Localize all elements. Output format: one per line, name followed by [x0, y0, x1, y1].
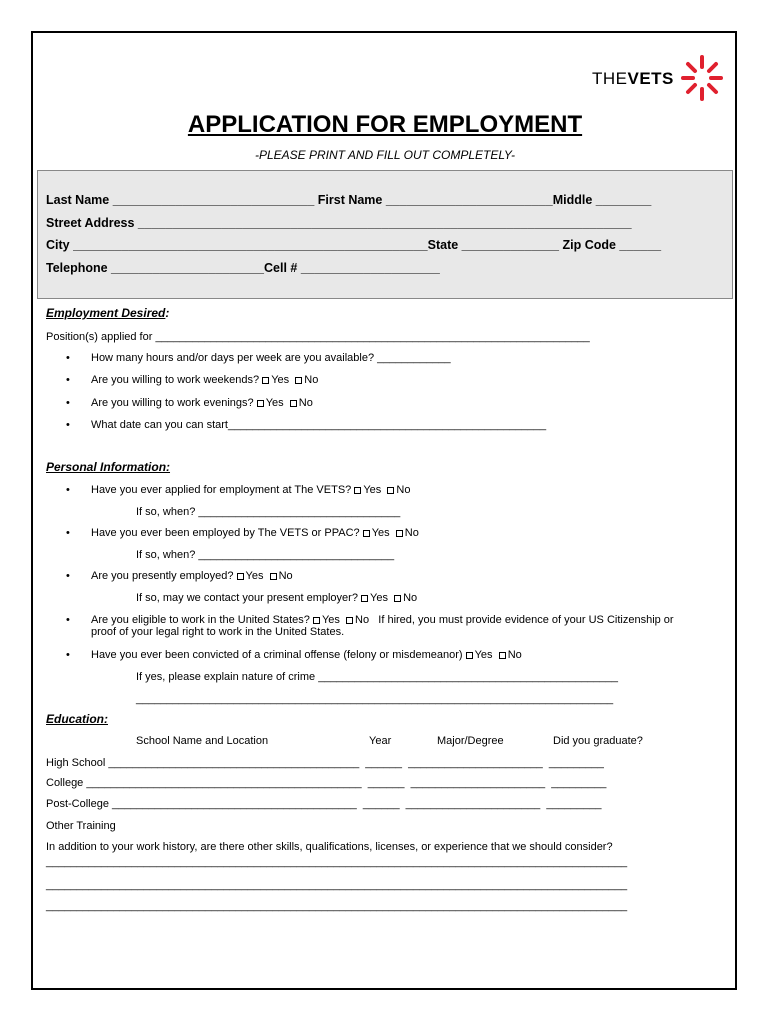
- checkbox-icon[interactable]: [237, 573, 244, 580]
- name-line[interactable]: Last Name _____________________________ First Name ________________________Middle ________: [46, 193, 652, 207]
- convicted-question: [91, 649, 522, 661]
- column-major: Major/Degree: [437, 735, 504, 747]
- page-title: [0, 111, 770, 139]
- bullet-icon: •: [66, 649, 70, 661]
- the-vets-logo: [592, 53, 727, 103]
- no-label: No: [403, 592, 418, 604]
- yes-label: Yes: [370, 592, 388, 604]
- yes-label: Yes: [271, 374, 290, 386]
- column-graduated: Did you graduate?: [553, 735, 643, 747]
- education-heading: [46, 712, 108, 726]
- checkbox-icon[interactable]: [394, 595, 401, 602]
- bullet-icon: •: [66, 352, 70, 364]
- title-text: APPLICATION FOR EMPLOYMENT: [187, 111, 583, 138]
- checkbox-icon[interactable]: [262, 377, 269, 384]
- education-heading-text: Education:: [46, 712, 108, 726]
- checkbox-icon[interactable]: [346, 617, 353, 624]
- street-address-line[interactable]: Street Address _______________________________________________________________________: [46, 216, 632, 230]
- skills-question: In addition to your work history, are there other skills, qualifications, licenses, or experience that we should consider?: [46, 841, 613, 853]
- applied-when-field[interactable]: If so, when? _________________________________: [136, 506, 401, 518]
- checkbox-icon[interactable]: [499, 652, 506, 659]
- convicted-text: Have you ever been convicted of a criminal offense (felony or misdemeanor): [91, 649, 463, 661]
- personal-information-heading: [46, 460, 170, 474]
- bullet-icon: •: [66, 570, 70, 582]
- bullet-icon: •: [66, 397, 70, 409]
- crime-explanation-line[interactable]: ______________________________________________________________________________: [136, 693, 614, 705]
- bullet-icon: •: [66, 419, 70, 431]
- yes-label: Yes: [321, 614, 340, 626]
- employed-by-text: Have you ever been employed by The VETS or PPAC?: [91, 527, 360, 539]
- yes-label: Yes: [245, 570, 264, 582]
- eligible-note-continued: proof of your legal right to work in the United States.: [91, 626, 345, 638]
- employment-heading-text: Employment Desired: [46, 306, 166, 320]
- crime-explanation-field[interactable]: If yes, please explain nature of crime _________________________________________________: [136, 671, 618, 683]
- employment-desired-heading: [46, 306, 169, 320]
- weekends-text: Are you willing to work weekends?: [91, 374, 260, 386]
- skills-line[interactable]: _______________________________________________________________________________________________: [46, 879, 628, 891]
- no-label: No: [396, 484, 411, 496]
- column-year: Year: [369, 735, 392, 747]
- no-label: No: [355, 614, 370, 626]
- subtitle: -PLEASE PRINT AND FILL OUT COMPLETELY-: [254, 148, 516, 162]
- contact-text: If so, may we contact your present employer?: [136, 592, 358, 604]
- contact-employer-question: [136, 592, 417, 604]
- presently-text: Are you presently employed?: [91, 570, 234, 582]
- weekends-question: [91, 374, 318, 386]
- bullet-icon: •: [66, 484, 70, 496]
- telephone-cell-line[interactable]: Telephone ______________________Cell # ____________________: [46, 261, 440, 275]
- yes-label: Yes: [363, 484, 382, 496]
- logo-the: THE: [592, 69, 628, 88]
- bullet-icon: •: [66, 374, 70, 386]
- checkbox-icon[interactable]: [354, 487, 361, 494]
- employed-by-question: [91, 527, 419, 539]
- checkbox-icon[interactable]: [361, 595, 368, 602]
- evenings-text: Are you willing to work evenings?: [91, 397, 254, 409]
- applied-before-question: [91, 484, 410, 496]
- checkbox-icon[interactable]: [270, 573, 277, 580]
- no-label: No: [404, 527, 419, 539]
- star-burst-icon: [678, 53, 726, 103]
- checkbox-icon[interactable]: [363, 530, 370, 537]
- logo-vets: VETS: [627, 69, 674, 88]
- employment-heading-colon: :: [165, 306, 170, 320]
- eligible-question: [91, 614, 674, 626]
- no-label: No: [304, 374, 319, 386]
- yes-label: Yes: [474, 649, 493, 661]
- no-label: No: [507, 649, 522, 661]
- checkbox-icon[interactable]: [257, 400, 264, 407]
- name-address-box: [37, 170, 733, 299]
- no-label: No: [298, 397, 313, 409]
- college-row[interactable]: College _____________________________________________ ______ ______________________ _________: [46, 777, 607, 789]
- evenings-question: [91, 397, 313, 409]
- eligible-note: If hired, you must provide evidence of your US Citizenship or: [378, 614, 674, 626]
- bullet-icon: •: [66, 527, 70, 539]
- checkbox-icon[interactable]: [313, 617, 320, 624]
- skills-line[interactable]: _______________________________________________________________________________________________: [46, 900, 628, 912]
- post-college-row[interactable]: Post-College ________________________________________ ______ ______________________ _________: [46, 798, 602, 810]
- position-applied-field[interactable]: Position(s) applied for _______________________________________________________________________: [46, 331, 590, 343]
- personal-heading-text: Personal Information:: [46, 460, 171, 474]
- yes-label: Yes: [265, 397, 284, 409]
- no-label: No: [278, 570, 293, 582]
- applied-text: Have you ever applied for employment at The VETS?: [91, 484, 352, 496]
- eligible-text: Are you eligible to work in the United States?: [91, 614, 310, 626]
- bullet-icon: •: [66, 614, 70, 626]
- yes-label: Yes: [371, 527, 390, 539]
- high-school-row[interactable]: High School _________________________________________ ______ ______________________ _________: [46, 757, 604, 769]
- other-training-label: Other Training: [46, 820, 116, 832]
- checkbox-icon[interactable]: [290, 400, 297, 407]
- checkbox-icon[interactable]: [396, 530, 403, 537]
- employed-by-when-field[interactable]: If so, when? ________________________________: [136, 549, 395, 561]
- hours-available-field[interactable]: How many hours and/or days per week are you available? ____________: [91, 352, 451, 364]
- presently-employed-question: [91, 570, 293, 582]
- checkbox-icon[interactable]: [295, 377, 302, 384]
- column-school: School Name and Location: [136, 735, 269, 747]
- checkbox-icon[interactable]: [387, 487, 394, 494]
- skills-line[interactable]: _______________________________________________________________________________________________: [46, 856, 628, 868]
- start-date-field[interactable]: What date can you can start____________________________________________________: [91, 419, 547, 431]
- city-state-zip-line[interactable]: City ___________________________________________________State ______________ Zip Code ______: [46, 238, 662, 252]
- checkbox-icon[interactable]: [466, 652, 473, 659]
